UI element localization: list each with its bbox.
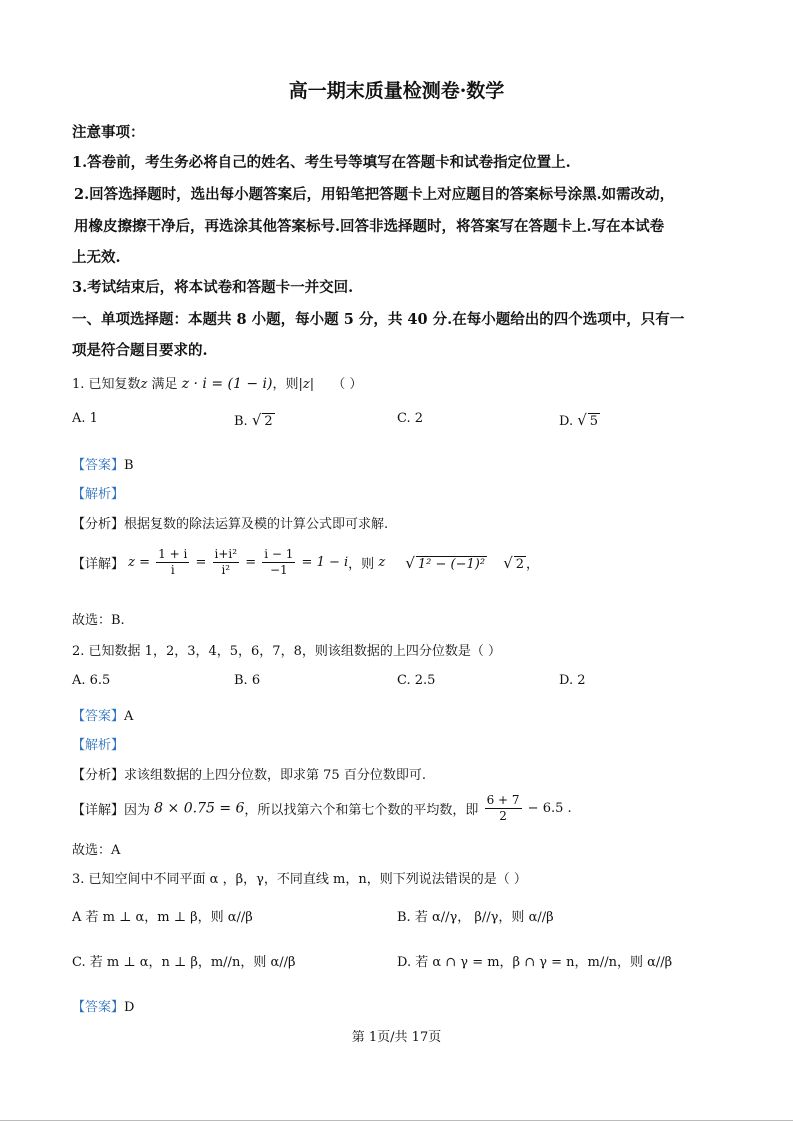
q1-fenxi [72, 513, 388, 532]
q2-option-a: A. 6.5 [72, 673, 111, 688]
notice-heading: 注意事项： [72, 124, 145, 141]
q1-fraction-2-num: i+i² [214, 547, 238, 561]
q3-answer-value: D [124, 1000, 135, 1015]
q2-fraction-den: 2 [499, 809, 507, 823]
notice-item-3: 3.考试结束后，将本试卷和答题卡一并交回. [72, 279, 354, 296]
q1-detail-z: z = [128, 555, 151, 570]
q1-option-d-radicand: 5 [589, 414, 599, 429]
q1-detail-sqrt2: 2 [515, 556, 525, 572]
q1-answer [72, 454, 134, 473]
q1-option-b-radicand: 2 [264, 414, 273, 429]
q1-detail-end: ， [526, 557, 540, 572]
q1-stem-equation: z · i = (1 − i) [181, 376, 273, 392]
q1-option-d-label: D. [559, 414, 574, 429]
q1-fraction-1-den: i [170, 563, 175, 577]
q2-fenxi [72, 764, 426, 783]
q2-option-b: B. 6 [234, 673, 261, 688]
q1-fraction-2-den: i² [221, 563, 231, 577]
q3-option-a: A 若 m ⊥ α，m ⊥ β，则 α//β [72, 910, 253, 925]
q1-fraction-1 [156, 547, 189, 578]
notice-item-1: 1.答卷前，考生务必将自己的姓名、考生号等填写在答题卡和试卷指定位置上. [72, 154, 571, 171]
q1-stem-post: ，则 [272, 377, 299, 392]
q2-fraction-num: 6 + 7 [486, 793, 520, 807]
q1-stem-z: z [140, 377, 148, 392]
q1-stem-abs: |z| [298, 377, 315, 392]
q2-analysis-tag: 【解析】 [72, 738, 125, 753]
bottom-divider [0, 1120, 793, 1121]
section-heading-line-1: 一、单项选择题：本题共 8 小题，每小题 5 分，共 40 分.在每小题给出的四个选项中，只有一 [72, 311, 685, 328]
question-1-stem [72, 373, 362, 392]
q1-fraction-1-num: 1 + i [158, 547, 188, 561]
q1-detail-sqrt-expr: 1² − (−1)² [417, 556, 486, 572]
question-2-stem: 2. 已知数据 1，2，3，4，5，6，7，8，则该组数据的上四分位数是（ ） [72, 644, 501, 659]
q2-answer [72, 705, 133, 724]
page-footer: 第 1页/共 17页 [351, 1030, 442, 1045]
q2-option-d: D. 2 [559, 673, 586, 688]
q3-option-c: C. 若 m ⊥ α，n ⊥ β，m//n，则 α//β [72, 955, 296, 970]
q1-stem-pre: 1. 已知复数 [72, 377, 141, 392]
q2-fraction [485, 793, 522, 824]
q3-option-d: D. 若 α ∩ γ = m，β ∩ γ = n，m//n，则 α//β [397, 955, 673, 970]
q1-stem-mid: 满足 [147, 377, 178, 392]
q2-detail-mid: ，所以找第六个和第七个数的平均数，即 [244, 803, 479, 818]
q1-choose: 故选：B. [72, 613, 125, 628]
q1-detail-then: ，则 [348, 557, 375, 572]
notice-item-2-line-3: 上无效. [72, 249, 121, 266]
q1-fenxi-tag: 【分析】 [72, 517, 125, 532]
q1-analysis-tag: 【解析】 [72, 487, 125, 502]
q3-answer [72, 996, 134, 1015]
q3-option-b: B. 若 α//γ， β//γ，则 α//β [397, 910, 554, 925]
q2-detail-pre: 因为 [124, 803, 151, 818]
q3-answer-tag: 【答案】 [72, 1000, 125, 1015]
q1-detail: 【详解】 z = $\frac{1 + i}{i}$ = $\frac{\text{i+i²}}{\text{i²}}$ = $\frac{i - 1}{-1}$ = 1 − i，则 z √ 1² − (−1)² √ 2 ， [72, 547, 540, 577]
q1-answer-value: B [124, 458, 134, 473]
q1-option-a: A. 1 [72, 411, 98, 426]
q2-detail-tag: 【详解】 [72, 803, 125, 818]
q1-fenxi-text: 根据复数的除法运算及模的计算公式即可求解. [124, 517, 389, 532]
q1-option-b: B. √ 2 [234, 411, 273, 429]
q2-fenxi-text: 求该组数据的上四分位数，即求第 75 百分位数即可. [124, 768, 426, 783]
q2-answer-value: A [124, 709, 134, 724]
section-heading-line-2: 项是符合题目要求的. [72, 342, 208, 359]
q1-fraction-3-den: −1 [269, 563, 288, 577]
q2-detail [72, 793, 572, 824]
q1-detail-result: = 1 − i [301, 555, 349, 570]
q1-detail-z2: z [378, 555, 386, 570]
q1-detail-tag: 【详解】 [72, 557, 125, 572]
q2-detail-end: − 6.5 . [527, 801, 572, 816]
q2-detail-equation: 8 × 0.75 = 6 [154, 800, 245, 817]
q1-option-c: C. 2 [397, 411, 424, 426]
page-title: 高一期末质量检测卷·数学 [288, 80, 505, 102]
q2-choose: 故选：A [72, 843, 121, 858]
q1-fraction-2 [213, 547, 240, 578]
q2-option-c: C. 2.5 [397, 673, 436, 688]
q1-option-d: D. √ 5 [559, 411, 599, 429]
q2-fenxi-tag: 【分析】 [72, 768, 125, 783]
notice-item-2-line-1: 2.回答选择题时，选出每小题答案后，用铅笔把答题卡上对应题目的答案标号涂黑.如需改动， [74, 186, 675, 203]
question-3-stem: 3. 已知空间中不同平面 α ，β，γ，不同直线 m，n，则下列说法错误的是（ ） [72, 872, 527, 887]
q1-fraction-3-num: i − 1 [264, 547, 294, 561]
q1-stem-paren: （ ） [332, 377, 363, 392]
q1-fraction-3 [262, 547, 295, 578]
q1-option-b-label: B. [234, 414, 248, 429]
q1-answer-tag: 【答案】 [72, 458, 125, 473]
q2-answer-tag: 【答案】 [72, 709, 125, 724]
notice-item-2-line-2: 用橡皮擦擦干净后，再选涂其他答案标号.回答非选择题时，将答案写在答题卡上.写在本试卷 [74, 218, 665, 235]
